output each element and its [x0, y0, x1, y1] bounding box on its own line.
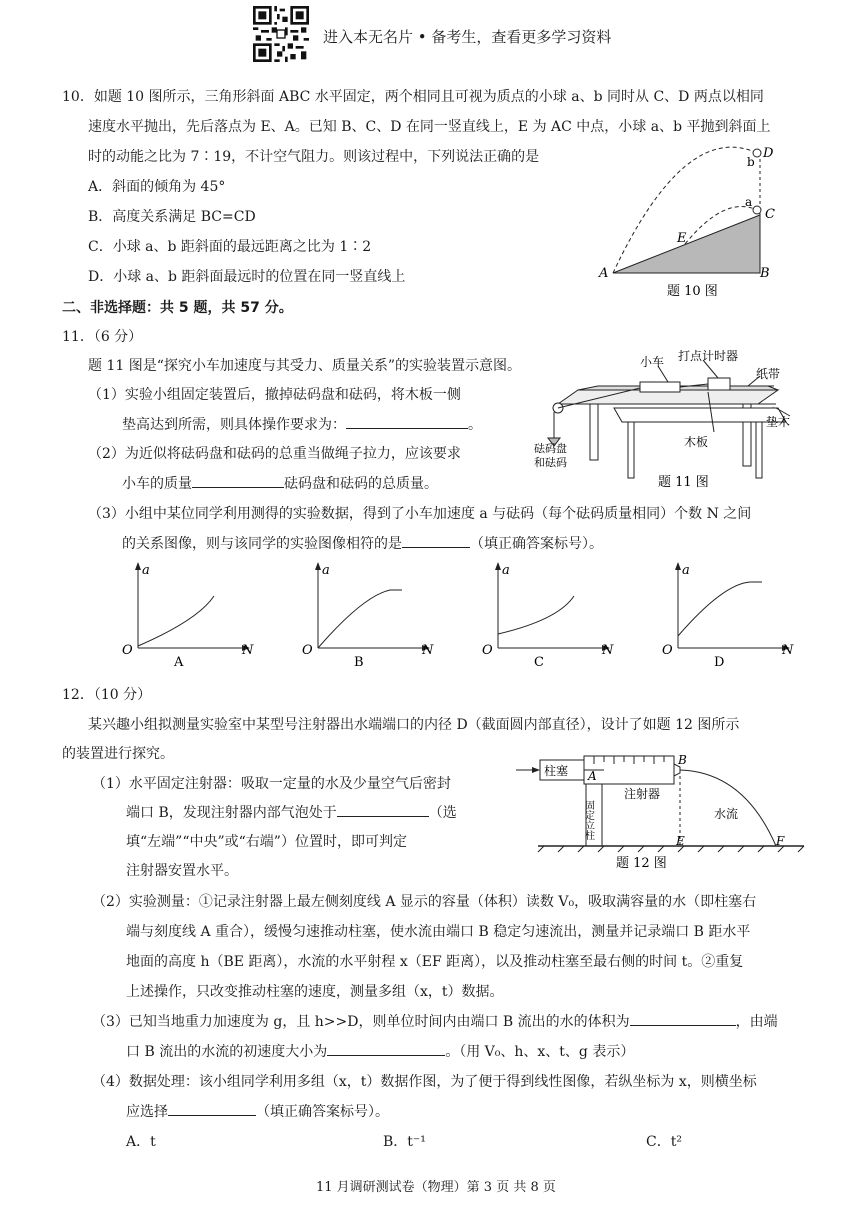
incline-triangle — [613, 215, 760, 273]
q10-line2: 速度水平抛出，先后落点为 E、A。已知 B、C、D 在同一竖直线上，E 为 AC 中点，小球 a、b 平抛到斜面上 — [88, 119, 771, 135]
q12-p1a: （1）水平固定注射器：吸取一定量的水及少量空气后密封 — [92, 776, 451, 792]
q12-p2b: 端与刻度线 A 重合），缓慢匀速推动柱塞，使水流由端口 B 稳定匀速流出，测量并记录端口 B 距水平 — [126, 924, 751, 940]
q12-option-c: C．t² — [646, 1134, 682, 1150]
label-plunger: 柱塞 — [544, 764, 569, 778]
label-timer: 打点计时器 — [678, 349, 739, 363]
q12-p2c: 地面的高度 h（BE 距离），水流的水平射程 x（EF 距离），以及推动柱塞至最右侧的时间 t。②重复 — [126, 954, 744, 970]
q12-blank-1 — [337, 802, 429, 817]
q11-figure — [528, 346, 798, 494]
svg-text:O: O — [662, 643, 673, 658]
q12-option-a: A．t — [126, 1134, 156, 1150]
q11-caption: 题 11 图 — [658, 475, 709, 490]
q11-p2a: （2）为近似将砝码盘和砝码的总重当做绳子拉力，应该要求 — [88, 446, 461, 462]
q12-blank-2 — [630, 1011, 736, 1026]
q12-p3-line2: 口 B 流出的水流的初速度大小为 。（用 V₀、h、x、t、g 表示） — [126, 1041, 634, 1061]
label-tape: 纸带 — [756, 367, 781, 381]
q12-head: 12．（10 分） — [62, 687, 152, 703]
q10-figure — [595, 140, 785, 300]
q11-p3b-line: 的关系图像，则与该同学的实验图像相符的是 （填正确答案标号）。 — [122, 533, 603, 553]
q11-blank-1 — [346, 414, 468, 429]
q10-option-d: D．小球 a、b 距斜面最远时的位置在同一竖直线上 — [88, 269, 406, 285]
label-A: A — [599, 266, 609, 281]
label-stand: 固定立柱 — [582, 800, 594, 840]
qr-code-icon — [253, 6, 309, 62]
svg-text:N: N — [782, 643, 794, 658]
svg-text:N: N — [602, 643, 614, 658]
graph-C — [482, 562, 614, 670]
q12-intro2: 的装置进行探究。 — [62, 746, 174, 762]
ball-a — [753, 206, 761, 214]
q11-blank-2 — [192, 473, 284, 488]
q12-p2a: （2）实验测量：①记录注射器上最左侧刻度线 A 显示的容量（体积）读数 V₀，吸取满容量的水（即柱塞右 — [92, 894, 757, 910]
curve-C — [498, 596, 574, 634]
q10-option-b: B．高度关系满足 BC=CD — [88, 209, 256, 225]
label-point-F: F — [776, 834, 785, 848]
curve-A — [138, 596, 214, 646]
curve-D — [678, 582, 762, 636]
svg-text:N: N — [422, 643, 434, 658]
label-D: D — [763, 146, 774, 161]
q12-p4a: （4）数据处理：该小组同学利用多组（x，t）数据作图，为了便于得到线性图像，若纵坐标为 x，则横坐标 — [92, 1074, 757, 1090]
q11-p1a: （1）实验小组固定装置后，撤掉砝码盘和砝码，将木板一侧 — [88, 387, 461, 403]
graph-A-label: A — [174, 655, 184, 670]
svg-text:a: a — [142, 563, 150, 578]
graph-C-label: C — [534, 655, 544, 670]
q12-blank-4 — [168, 1101, 256, 1116]
q12-p1e: 注射器安置水平。 — [126, 863, 238, 879]
header-banner: 进入本无名片 • 备考生，查看更多学习资料 — [323, 28, 612, 46]
q12-p4b-line: 应选择 （填正确答案标号）。 — [126, 1101, 389, 1121]
q12-p3-line1: （3）已知当地重力加速度为 g，且 h>>D，则单位时间内由端口 B 流出的水的体积为 ，由端 — [92, 1011, 778, 1031]
curve-B — [318, 590, 402, 648]
q12-option-b: B．t⁻¹ — [383, 1134, 426, 1150]
q11-blank-3 — [402, 533, 470, 548]
svg-text:O: O — [122, 643, 133, 658]
q11-head: 11．（6 分） — [62, 329, 143, 345]
svg-text:a: a — [682, 563, 690, 578]
label-b: b — [747, 155, 755, 169]
timer-device — [708, 378, 730, 390]
cart — [640, 382, 680, 392]
label-weights-2: 和砝码 — [534, 456, 567, 469]
q10-caption: 题 10 图 — [667, 284, 718, 299]
q12-p1d: 填“左端”“中央”或“右端”）位置时，即可判定 — [126, 834, 407, 850]
label-syringe: 注射器 — [624, 787, 661, 801]
label-E: E — [677, 231, 687, 246]
svg-text:O: O — [482, 643, 493, 658]
label-a: a — [745, 195, 753, 209]
label-point-A: A — [588, 769, 597, 783]
label-C: C — [765, 207, 775, 222]
label-point-B: B — [678, 753, 687, 767]
graph-B — [302, 562, 434, 670]
q12-p1b-line: 端口 B，发现注射器内部气泡处于 （选 — [126, 802, 457, 822]
q11-intro: 题 11 图是“探究小车加速度与其受力、质量关系”的实验装置示意图。 — [88, 358, 522, 374]
q11-p1b-line: 垫高达到所需，则具体操作要求为： 。 — [122, 414, 482, 434]
q10-option-a: A．斜面的倾角为 45° — [88, 179, 226, 195]
label-weights-1: 砝码盘 — [534, 442, 567, 455]
svg-text:O: O — [302, 643, 313, 658]
label-point-E: E — [676, 834, 685, 848]
q10-option-c: C．小球 a、b 距斜面的最远距离之比为 1∶2 — [88, 239, 372, 255]
label-car: 小车 — [640, 355, 665, 369]
graph-A — [122, 562, 254, 670]
graph-D — [662, 562, 794, 670]
q12-p2d: 上述操作，只改变推动柱塞的速度，测量多组（x，t）数据。 — [126, 984, 504, 1000]
q12-blank-3 — [327, 1041, 445, 1056]
label-water: 水流 — [714, 807, 739, 821]
label-block: 垫木 — [766, 415, 791, 429]
q12-intro1: 某兴趣小组拟测量实验室中某型号注射器出水端端口的内径 D（截面圆内部直径），设计了如题 12 图所示 — [88, 717, 740, 733]
q11-p3a: （3）小组中某位同学利用测得的实验数据，得到了小车加速度 a 与砝码（每个砝码质量相同）个数 N 之间 — [88, 506, 752, 522]
page-footer: 11 月调研测试卷（物理）第 3 页 共 8 页 — [316, 1180, 556, 1195]
svg-text:a: a — [322, 563, 330, 578]
svg-text:N: N — [242, 643, 254, 658]
q10-line3: 时的动能之比为 7∶19，不计空气阻力。则该过程中，下列说法正确的是 — [88, 149, 540, 165]
q11-p2b-line: 小车的质量 砝码盘和砝码的总质量。 — [122, 473, 438, 493]
q12-figure — [514, 750, 814, 880]
section-2-title: 二、非选择题：共 5 题，共 57 分。 — [62, 300, 293, 316]
q10-line1: 10．如题 10 图所示，三角形斜面 ABC 水平固定，两个相同且可视为质点的小球 a、b 同时从 C、D 两点以相同 — [62, 89, 764, 105]
svg-text:a: a — [502, 563, 510, 578]
graph-B-label: B — [354, 655, 364, 670]
graph-D-label: D — [714, 655, 725, 670]
label-B: B — [760, 266, 770, 281]
q12-caption: 题 12 图 — [616, 856, 667, 871]
label-board: 木板 — [684, 435, 709, 449]
q11-graphs — [118, 560, 838, 670]
